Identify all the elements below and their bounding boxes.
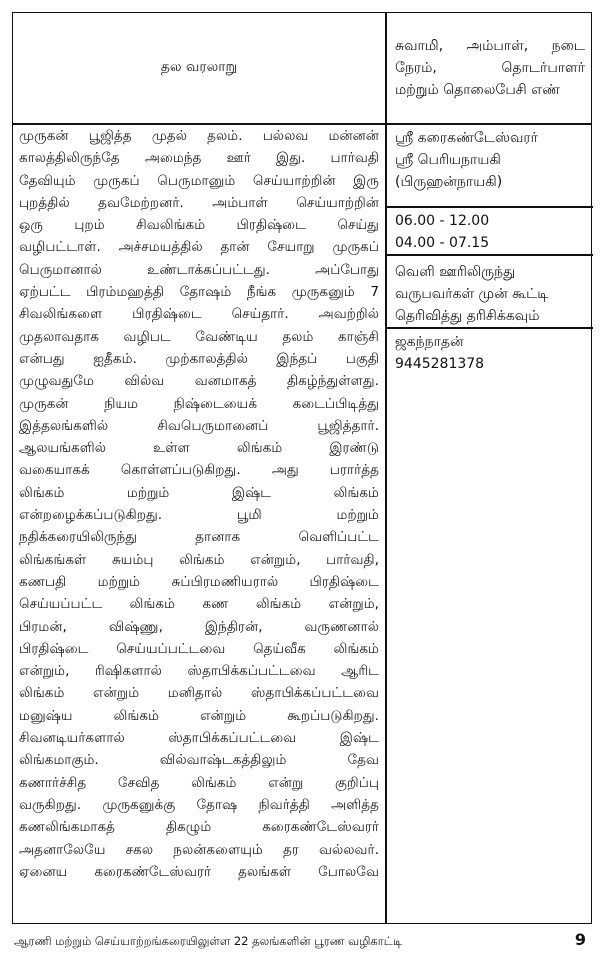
history-word: பிரதிஷ்டை <box>309 573 379 590</box>
history-word: மனிதால் <box>167 685 223 702</box>
history-line <box>19 593 379 615</box>
history-word: இஷ்ட <box>339 730 379 747</box>
history-line <box>19 281 379 303</box>
history-word: என்பது <box>19 350 65 367</box>
history-word: கூறப்படுகிறது. <box>287 707 379 724</box>
history-word: சேவித <box>117 774 160 791</box>
temple-info-table <box>12 12 592 924</box>
history-word: செய்தார். <box>231 306 289 323</box>
contact-phone: 9445281378 <box>395 356 485 372</box>
history-word: முருகனுக்கு <box>102 796 176 813</box>
history-word: கரைகண்டேஸ்வரர் <box>262 819 379 836</box>
history-word: காலத்திலிருந்தே <box>19 150 120 167</box>
history-word: செய்யப்பட்ட <box>19 596 103 613</box>
history-word: லிங்கம் <box>333 640 379 657</box>
history-word: ஊர் <box>226 150 251 167</box>
history-word: நிஷ்டையைக் <box>173 395 258 412</box>
details-column-header <box>395 35 585 101</box>
header-line <box>395 35 585 57</box>
history-word: லிங்கம் <box>191 774 237 791</box>
history-word: தலம். <box>207 128 243 144</box>
history-word: பகுதி <box>345 350 379 367</box>
history-word: கண <box>202 596 229 613</box>
history-line <box>19 192 379 214</box>
history-word: இது. <box>275 150 306 167</box>
history-word: என்றும், <box>19 663 70 680</box>
history-word: ஸ்தாபிக்கப்பட்டவை <box>187 663 316 680</box>
history-word: கணலிங்கமாகத் <box>19 819 116 836</box>
history-word: பிரதிஷ்டை <box>236 217 306 234</box>
history-word: வழிபட <box>123 328 171 345</box>
history-line <box>19 549 379 571</box>
history-word: செய்யாற்றின் <box>296 194 379 211</box>
history-word: அது <box>271 462 299 479</box>
history-word: மனுஷ்ய <box>19 707 73 724</box>
history-word: லிங்கம் <box>19 484 65 501</box>
history-line <box>19 616 379 638</box>
history-word: சுயம்பு <box>111 551 154 568</box>
evening-hours: 04.00 - 07.15 <box>395 235 490 251</box>
history-word: செய்யாற்றின் <box>252 172 336 189</box>
history-word: ஆரிட <box>341 663 379 680</box>
history-word: லிங்கம் <box>113 707 160 724</box>
header-word: அம்பாள், <box>466 38 529 54</box>
history-word: அவற்றில் <box>318 306 379 323</box>
history-word: என்றும், <box>328 596 379 613</box>
header-word: மற்றும் தொலைபேசி எண் <box>395 82 560 98</box>
history-word: அச்சமயத்தில் <box>118 239 203 256</box>
history-word: சேயாறு <box>267 239 315 256</box>
history-word: வகையாகக் <box>19 462 90 479</box>
ambal-alt-name: (பிருஹன்நாயகி) <box>395 174 503 190</box>
history-word: திகழும் <box>165 819 212 836</box>
history-word: கணார்ச்சித <box>19 774 87 791</box>
history-word: புறம் <box>74 217 105 234</box>
history-word: வில்வ <box>124 373 165 390</box>
history-word: ஏனைய <box>19 863 68 880</box>
history-word: சிவபெருமானைப் <box>157 417 269 434</box>
history-word: விஷ்ணு, <box>108 618 163 635</box>
history-word: பூஜித்தார். <box>317 417 379 434</box>
history-word: நீங்க <box>246 284 277 301</box>
temple-history-text <box>19 125 379 883</box>
history-line <box>19 370 379 392</box>
history-word: தலம் <box>282 328 314 345</box>
swami-name: ஸ்ரீ கரைகண்டேஸ்வரர் <box>395 130 538 146</box>
morning-hours: 06.00 - 12.00 <box>395 213 490 229</box>
history-word: என்றழைக்கப்படுகிறது. <box>19 507 163 524</box>
history-line <box>19 326 379 348</box>
history-line <box>19 393 379 415</box>
history-line <box>19 682 379 704</box>
history-word: மற்றும் <box>126 484 170 501</box>
history-word: புறத்தில் <box>19 194 70 211</box>
history-line <box>19 348 379 370</box>
history-word: உள்ள <box>153 440 190 457</box>
history-line <box>19 303 379 325</box>
history-word: தோஷம் <box>179 284 232 301</box>
history-word: நிவர்த்தி <box>258 796 310 813</box>
header-word: சுவாமி, <box>395 38 444 54</box>
history-word: முருகப் <box>332 239 379 256</box>
history-line <box>19 437 379 459</box>
history-line <box>19 170 379 192</box>
history-word: பூமி <box>236 507 262 524</box>
history-word: அம்பாள் <box>212 194 268 211</box>
history-word: என்றும் <box>200 707 247 724</box>
note-line: தெரிவித்து தரிசிக்கவும் <box>395 308 540 324</box>
history-word: கணபதி <box>19 573 67 590</box>
history-line <box>19 794 379 816</box>
history-word: தேவ <box>347 752 379 769</box>
history-line <box>19 147 379 169</box>
history-word: கரைகண்டேஸ்வரர் <box>94 863 212 880</box>
history-line <box>19 638 379 660</box>
history-line <box>19 861 379 883</box>
timings-cell <box>395 210 587 254</box>
history-word: நலன்களையும் <box>173 841 263 858</box>
history-line <box>19 816 379 838</box>
history-word: இந்திரன், <box>204 618 263 635</box>
header-line <box>395 57 585 79</box>
history-word: என்றும், <box>250 551 301 568</box>
history-word: பூஜித்த <box>88 128 132 144</box>
history-word: ஆலயங்களில் <box>19 440 107 457</box>
history-word: அப்போது <box>315 261 379 278</box>
history-word: வழிபட்டாள். <box>19 239 101 256</box>
header-line <box>395 79 585 101</box>
history-word: இரண்டு <box>329 440 379 457</box>
history-line <box>19 660 379 682</box>
history-word: அதனாலேயே <box>19 841 106 858</box>
history-word: இஷ்ட <box>231 484 272 501</box>
history-word: முருகன் <box>19 128 69 144</box>
history-line <box>19 214 379 236</box>
history-word: முழுவதுமே <box>19 373 95 390</box>
history-line <box>19 839 379 861</box>
history-word: வருணனால் <box>304 618 379 635</box>
history-word: மற்றும் <box>97 573 141 590</box>
history-word: லிங்கம் <box>19 685 65 702</box>
history-word: ரிஷிகளால் <box>95 663 162 680</box>
history-word: தெய்வீக <box>253 640 306 657</box>
history-word: தவமேற்றனர். <box>98 194 184 211</box>
history-word: பார்வதி <box>330 150 379 167</box>
history-word: ஏற்பட்ட <box>19 284 71 301</box>
history-word: லிங்கம் <box>129 596 176 613</box>
deity-divider <box>385 206 593 208</box>
history-word: லிங்கங்கள் <box>19 551 87 568</box>
history-word: முற்காலத்தில் <box>165 350 248 367</box>
history-word: முருகப் <box>93 172 140 189</box>
history-word: சுப்பிரமணியரால் <box>171 573 279 590</box>
history-word: பெருமானால் <box>19 261 102 278</box>
history-word: திகழ்ந்துள்ளது. <box>287 373 379 390</box>
note-line: வெளி ஊரிலிருந்து <box>395 264 516 280</box>
history-word: கடைப்பிடித்து <box>292 395 379 412</box>
history-line <box>19 259 379 281</box>
history-word: ஸ்தாபிக்கப்பட்டவை <box>250 685 379 702</box>
history-word: உண்டாக்கப்பட்டது. <box>147 261 270 278</box>
history-word: தேவியும் <box>19 172 76 189</box>
history-word: பிரமன், <box>19 618 67 635</box>
note-divider <box>385 327 593 329</box>
history-line <box>19 482 379 504</box>
history-word: நதிக்கரையிலிருந்து <box>19 529 138 546</box>
history-word: தோஷ <box>196 796 238 813</box>
timings-divider <box>385 254 593 256</box>
history-word: என்று <box>268 774 304 791</box>
header-word: நடை <box>551 38 585 54</box>
history-line <box>19 125 379 147</box>
history-word: நியம <box>104 395 139 412</box>
history-word: பிரம்மஹத்தி <box>86 284 165 301</box>
history-line <box>19 727 379 749</box>
history-word: சகல <box>125 841 154 858</box>
header-word: நேரம், <box>395 60 437 76</box>
history-word: ஸ்தாபிக்கப்பட்டவை <box>168 730 297 747</box>
history-word: லிங்கமாகும். <box>19 752 99 769</box>
visitor-note-cell <box>395 261 587 327</box>
history-word: முருகனும் <box>291 284 355 301</box>
history-word: செய்து <box>337 217 379 234</box>
history-word: செய்யப்பட்டவை <box>116 640 226 657</box>
history-word: மன்னன் <box>328 128 379 144</box>
history-word: காஞ்சி <box>337 328 379 345</box>
history-word: ஒரு <box>19 217 43 234</box>
history-line <box>19 749 379 771</box>
history-line <box>19 459 379 481</box>
ambal-name: ஸ்ரீ பெரியநாயகி <box>395 152 501 168</box>
history-line <box>19 526 379 548</box>
history-word: இந்தப் <box>276 350 318 367</box>
footer-caption: ஆரணி மற்றும் செய்யாற்றங்கரையிலுள்ள 22 தலங்களின் பூரண வழிகாட்டி <box>14 934 403 948</box>
history-word: அமைந்த <box>144 150 202 167</box>
deity-cell <box>395 127 587 193</box>
note-line: வருபவர்கள் முன் கூட்டி <box>395 286 549 302</box>
history-word: வருகிறது. <box>19 796 82 813</box>
history-word: முருகன் <box>19 395 69 412</box>
history-word: பிரதிஷ்டை <box>132 306 202 323</box>
history-line <box>19 236 379 258</box>
contact-cell <box>395 331 587 375</box>
history-word: வெளிப்பட்ட <box>298 529 379 546</box>
history-line <box>19 705 379 727</box>
history-word: இரு <box>353 172 379 189</box>
contact-name: ஜகந்நாதன் <box>395 334 464 350</box>
history-word: முதலாவதாக <box>19 328 99 345</box>
history-word: இத்தலங்களில் <box>19 417 109 434</box>
history-word: பார்வதி, <box>326 551 379 568</box>
page-number: 9 <box>574 930 586 949</box>
history-word: 7 <box>370 284 379 301</box>
history-word: சிவலிங்களை <box>19 306 103 323</box>
header-word: தொடர்பாளர் <box>501 60 585 76</box>
history-column-header <box>13 13 385 123</box>
history-word: தர <box>282 841 299 858</box>
history-word: வனமாகத் <box>194 373 257 390</box>
history-line <box>19 504 379 526</box>
history-word: கொள்ளப்படுகிறது. <box>120 462 241 479</box>
history-word: லிங்கம் <box>179 551 225 568</box>
history-word: தான் <box>220 239 250 256</box>
history-heading: தல வரலாறு <box>160 59 238 75</box>
history-word: வில்வாஷ்டகத்திலும் <box>159 752 287 769</box>
history-word: லிங்கம் <box>236 440 283 457</box>
history-word: தானாக <box>195 529 241 546</box>
column-divider <box>385 13 387 923</box>
history-line <box>19 772 379 794</box>
history-word: முதல் <box>151 128 188 144</box>
history-word: குறிப்பு <box>335 774 379 791</box>
history-line <box>19 571 379 593</box>
history-word: பெருமானும் <box>157 172 236 189</box>
history-line <box>19 415 379 437</box>
history-word: லிங்கம் <box>255 596 302 613</box>
history-word: தலங்கள் <box>238 863 292 880</box>
history-word: போலவே <box>318 863 379 880</box>
history-word: மற்றும் <box>336 507 379 524</box>
history-word: லிங்கம் <box>333 484 379 501</box>
history-word: வல்லவர். <box>318 841 379 858</box>
history-word: பரார்த்த <box>329 462 379 479</box>
history-word: அளித்த <box>331 796 379 813</box>
history-word: பிரதிஷ்டை <box>19 640 89 657</box>
history-word: சிவனடியர்களால் <box>19 730 125 747</box>
history-word: சிவலிங்கம் <box>136 217 206 234</box>
history-word: என்றும் <box>93 685 140 702</box>
history-word: ஐதீகம். <box>93 350 137 367</box>
history-word: பல்லவ <box>262 128 309 144</box>
history-word: வேண்டிய <box>195 328 258 345</box>
